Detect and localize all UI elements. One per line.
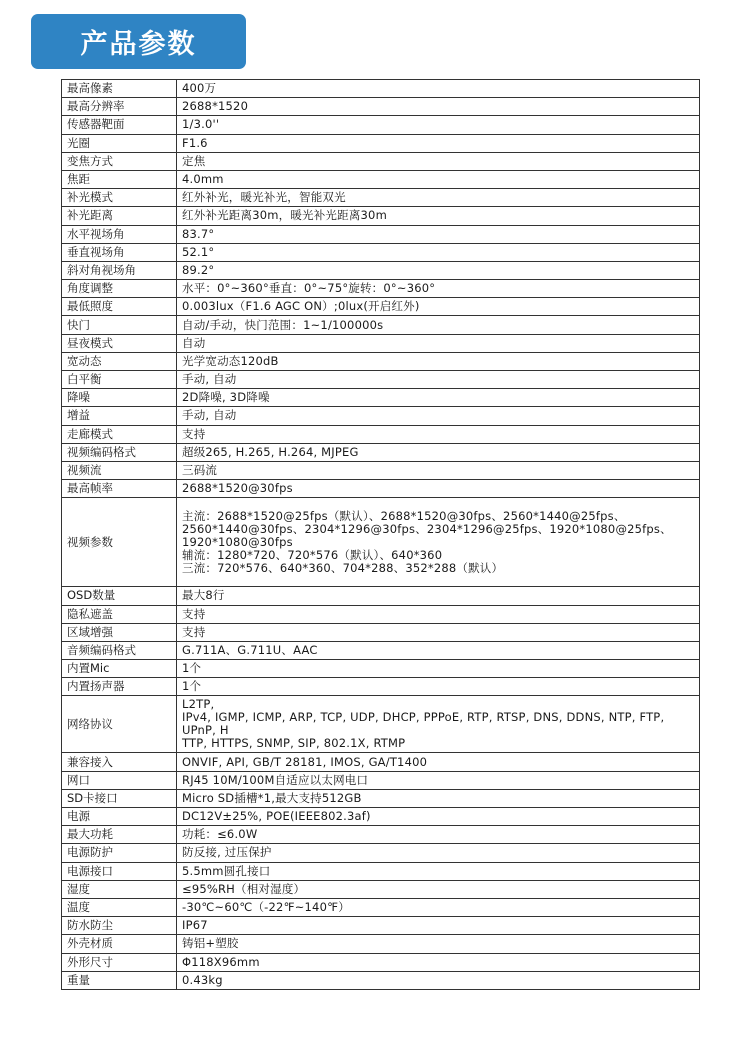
spec-value: 功耗：≤6.0W: [177, 826, 700, 844]
spec-label: 音频编码格式: [62, 641, 177, 659]
spec-value: 自动: [177, 334, 700, 352]
spec-value: 0.003lux（F1.6 AGC ON）;0lux(开启红外): [177, 298, 700, 316]
spec-value: RJ45 10M/100M自适应以太网电口: [177, 771, 700, 789]
spec-row-ip-rating: [62, 917, 700, 935]
spec-row-dimensions: [62, 953, 700, 971]
spec-row-max-power: [62, 826, 700, 844]
spec-value: 83.7°: [177, 225, 700, 243]
spec-row-compatibility: [62, 753, 700, 771]
spec-label: 内置Mic: [62, 660, 177, 678]
spec-value-line: 主流：2688*1520@25fps（默认）、2688*1520@30fps、2560*1440@25fps、: [182, 508, 626, 523]
spec-row-v-fov: [62, 243, 700, 261]
spec-label: 内置扬声器: [62, 678, 177, 696]
spec-value-line: 辅流：1280*720、720*576（默认）、640*360: [182, 547, 443, 562]
spec-label: 传感器靶面: [62, 116, 177, 134]
spec-label: 斜对角视场角: [62, 261, 177, 279]
spec-value-line: L2TP,: [182, 697, 215, 712]
spec-value-line: IPv4, IGMP, ICMP, ARP, TCP, UDP, DHCP, PPPoE, RTP, RTSP, DNS, DDNS, NTP, FTP, UPnP, H: [182, 710, 665, 738]
spec-value: 52.1°: [177, 243, 700, 261]
spec-value: DC12V±25%, POE(IEEE802.3af): [177, 808, 700, 826]
spec-label: 降噪: [62, 389, 177, 407]
spec-row-d-fov: [62, 261, 700, 279]
spec-label: 白平衡: [62, 371, 177, 389]
spec-value: 铸铝+塑胶: [177, 935, 700, 953]
spec-row-max-framerate: [62, 480, 700, 498]
spec-value: [177, 696, 700, 753]
spec-value: 5.5mm圆孔接口: [177, 862, 700, 880]
spec-label: 外形尺寸: [62, 953, 177, 971]
spec-label: 湿度: [62, 880, 177, 898]
spec-value: 手动, 自动: [177, 371, 700, 389]
spec-label: 兼容接入: [62, 753, 177, 771]
spec-row-angle-adjust: [62, 280, 700, 298]
page-title: 产品参数: [80, 29, 197, 60]
spec-label: 视频流: [62, 461, 177, 479]
spec-value-line: 三流：720*576、640*360、704*288、352*288（默认）: [182, 560, 504, 575]
spec-label: 网口: [62, 771, 177, 789]
spec-row-gain: [62, 407, 700, 425]
spec-row-aperture: [62, 134, 700, 152]
spec-value: Micro SD插槽*1,最大支持512GB: [177, 789, 700, 807]
spec-label: 最高像素: [62, 80, 177, 98]
spec-value: 支持: [177, 425, 700, 443]
spec-row-corridor-mode: [62, 425, 700, 443]
spec-row-built-in-mic: [62, 660, 700, 678]
spec-row-roi: [62, 623, 700, 641]
spec-label: 快门: [62, 316, 177, 334]
spec-label: 焦距: [62, 170, 177, 188]
spec-label: 角度调整: [62, 280, 177, 298]
spec-label: 变焦方式: [62, 152, 177, 170]
spec-label: SD卡接口: [62, 789, 177, 807]
spec-value: 1个: [177, 678, 700, 696]
spec-value: 2D降噪, 3D降噪: [177, 389, 700, 407]
spec-value: 4.0mm: [177, 170, 700, 188]
spec-row-power-supply: [62, 808, 700, 826]
spec-row-temperature: [62, 898, 700, 916]
spec-label: 垂直视场角: [62, 243, 177, 261]
spec-row-sd-card: [62, 789, 700, 807]
spec-label: 宽动态: [62, 352, 177, 370]
spec-value: [177, 498, 700, 587]
spec-row-white-balance: [62, 371, 700, 389]
spec-row-fill-light-distance: [62, 207, 700, 225]
spec-value: 三码流: [177, 461, 700, 479]
spec-row-audio-codec: [62, 641, 700, 659]
spec-row-wdr: [62, 352, 700, 370]
spec-label: 最高分辨率: [62, 98, 177, 116]
spec-value-line: 1920*1080@30fps: [182, 534, 293, 549]
spec-value: ONVIF, API, GB/T 28181, IMOS, GA/T1400: [177, 753, 700, 771]
spec-label: 补光距离: [62, 207, 177, 225]
spec-label: 最大功耗: [62, 826, 177, 844]
spec-row-min-illumination: [62, 298, 700, 316]
spec-table: [61, 79, 700, 990]
spec-value: 1/3.0'': [177, 116, 700, 134]
spec-row-humidity: [62, 880, 700, 898]
spec-label: 重量: [62, 971, 177, 989]
spec-row-sensor-size: [62, 116, 700, 134]
spec-label: 电源接口: [62, 862, 177, 880]
spec-value: 光学宽动态120dB: [177, 352, 700, 370]
spec-row-fill-light-mode: [62, 189, 700, 207]
spec-value: 2688*1520@30fps: [177, 480, 700, 498]
spec-row-network-protocol: [62, 696, 700, 753]
spec-row-day-night: [62, 334, 700, 352]
spec-value: 防反接, 过压保护: [177, 844, 700, 862]
spec-label: 补光模式: [62, 189, 177, 207]
spec-label: 走廊模式: [62, 425, 177, 443]
spec-value: 手动, 自动: [177, 407, 700, 425]
spec-row-video-params: [62, 498, 700, 587]
spec-label: 外壳材质: [62, 935, 177, 953]
spec-label: 最低照度: [62, 298, 177, 316]
spec-value-line: TTP, HTTPS, SNMP, SIP, 802.1X, RTMP: [182, 736, 406, 751]
spec-label: 电源: [62, 808, 177, 826]
spec-row-power-protection: [62, 844, 700, 862]
spec-row-shutter: [62, 316, 700, 334]
spec-value-line: 2560*1440@30fps、2304*1296@30fps、2304*1296@25fps、1920*1080@25fps、: [182, 521, 672, 536]
spec-label: OSD数量: [62, 587, 177, 605]
spec-label: 昼夜模式: [62, 334, 177, 352]
spec-row-housing: [62, 935, 700, 953]
spec-row-zoom-mode: [62, 152, 700, 170]
spec-row-weight: [62, 971, 700, 989]
page-title-badge: [31, 14, 246, 69]
spec-value: IP67: [177, 917, 700, 935]
spec-label: 防水防尘: [62, 917, 177, 935]
spec-value: ≤95%RH（相对湿度）: [177, 880, 700, 898]
spec-row-video-codec: [62, 443, 700, 461]
spec-row-h-fov: [62, 225, 700, 243]
spec-value: Φ118X96mm: [177, 953, 700, 971]
spec-value: -30℃~60℃（-22℉~140℉）: [177, 898, 700, 916]
spec-value: 超级265, H.265, H.264, MJPEG: [177, 443, 700, 461]
spec-row-network-port: [62, 771, 700, 789]
spec-value: G.711A、G.711U、AAC: [177, 641, 700, 659]
spec-label: 视频参数: [62, 498, 177, 587]
spec-row-osd-count: [62, 587, 700, 605]
spec-value: 自动/手动，快门范围：1~1/100000s: [177, 316, 700, 334]
spec-label: 区域增强: [62, 623, 177, 641]
spec-label: 网络协议: [62, 696, 177, 753]
spec-row-focal-length: [62, 170, 700, 188]
spec-value: 支持: [177, 623, 700, 641]
spec-label: 隐私遮盖: [62, 605, 177, 623]
spec-label: 水平视场角: [62, 225, 177, 243]
spec-row-max-pixels: [62, 80, 700, 98]
spec-row-max-resolution: [62, 98, 700, 116]
spec-value: 89.2°: [177, 261, 700, 279]
spec-row-video-stream: [62, 461, 700, 479]
spec-value: 红外补光距离30m，暖光补光距离30m: [177, 207, 700, 225]
spec-value: F1.6: [177, 134, 700, 152]
spec-value: 400万: [177, 80, 700, 98]
spec-row-built-in-speaker: [62, 678, 700, 696]
spec-value: 红外补光，暖光补光，智能双光: [177, 189, 700, 207]
spec-label: 视频编码格式: [62, 443, 177, 461]
spec-value: 支持: [177, 605, 700, 623]
spec-value: 定焦: [177, 152, 700, 170]
spec-value: 最大8行: [177, 587, 700, 605]
spec-row-power-interface: [62, 862, 700, 880]
spec-value: 1个: [177, 660, 700, 678]
spec-value: 水平：0°~360°垂直：0°~75°旋转：0°~360°: [177, 280, 700, 298]
spec-label: 光圈: [62, 134, 177, 152]
spec-row-privacy-mask: [62, 605, 700, 623]
spec-value: 2688*1520: [177, 98, 700, 116]
spec-label: 温度: [62, 898, 177, 916]
spec-value: 0.43kg: [177, 971, 700, 989]
spec-row-noise-reduction: [62, 389, 700, 407]
spec-label: 最高帧率: [62, 480, 177, 498]
spec-label: 增益: [62, 407, 177, 425]
spec-label: 电源防护: [62, 844, 177, 862]
